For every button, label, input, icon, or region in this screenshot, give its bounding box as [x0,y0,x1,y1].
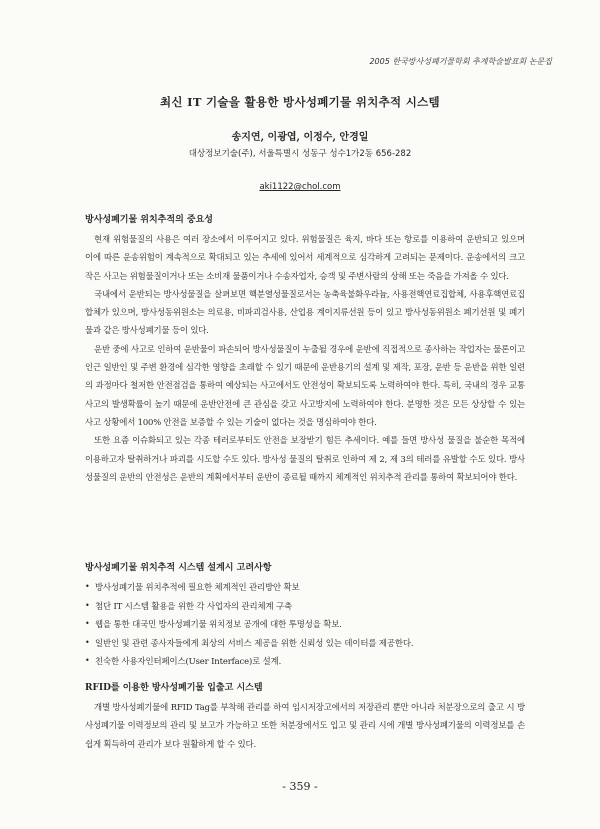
bullet-icon: • [85,619,90,628]
section-design-considerations [85,562,525,671]
bullet-list [85,578,525,671]
bullet-icon: • [85,582,90,591]
list-item [85,597,525,616]
affiliation: 대상정보기술(주), 서울특별시 성동구 성수1가2동 656-282 [188,149,412,159]
list-item-text: 웹을 통한 대국민 방사성폐기물 위치정보 공개에 대한 투명성을 확보. [95,619,342,629]
author-email[interactable]: aki1122@chol.com [259,182,341,192]
section-heading: RFID를 이용한 방사성폐기물 입출고 시스템 [85,683,263,693]
paper-title: 최신 IT 기술을 활용한 방사성폐기물 위치추적 시스템 [160,95,440,109]
section-importance [85,214,525,486]
conference-header: 2005 한국방사성폐기물학회 추계학술발표회 논문집 [369,57,552,66]
page-number: - 359 - [282,780,318,793]
section-heading: 방사성폐기물 위치추적 시스템 설계시 고려사항 [85,563,272,573]
list-item [85,634,525,653]
list-item [85,578,525,597]
bullet-icon: • [85,656,90,665]
paragraph: 개별 방사성폐기물에 RFID Tag를 부착해 관리를 하여 임시저장고에서의 저장관리 뿐만 아니라 처분장으로의 출고 시 방사성폐기물 이력정보의 관리 및 보고가 가능하고 또한 처분장에서도 입고 및 관리 시에 개별 방사성폐기물의 이력정보를 손쉽게 획득하여 관리가 보다 원활하게 할 수 있다. [85,702,525,749]
paragraph: 국내에서 운반되는 방사성물질을 살펴보면 핵분열성물질로서는 농축육불화우라늄, 사용전핵연료집합체, 사용후핵연료집합체가 있으며, 방사성동위원소는 의료용, 비파괴검사용, 산업용 계이지류선원 등이 있고 방사성동위원소 폐기선원 및 폐기물과 같은 방사성폐기물 등이 있다. [85,288,525,336]
paragraph: 현재 위험물질의 사용은 여러 장소에서 이루어지고 있다. 위험물질은 육지, 바다 또는 항로를 이용하여 운반되고 있으며 이에 따른 운송위험이 계속적으로 확대되고 있는 추세에 있어서 세계적으로 심각하게 고려되는 문제이다. 운송에서의 크고 작은 사고는 위험물질이거나 또는 소비재 물품이거나 수송자업자, 승객 및 주변사람의 상해 또는 죽음을 가져올 수 있다. [85,234,525,281]
list-item-text: 친숙한 사용자인터페이스(User Interface)로 설계. [95,656,282,666]
list-item-text: 방사성폐기물 위치추적에 필요한 체계적인 관리방안 확보 [95,582,300,592]
list-item [85,615,525,634]
author-list: 송지연, 이광엽, 이정수, 안경일 [231,132,369,143]
paragraph: 운반 중에 사고로 인하여 운반물이 파손되어 방사성물질이 누출될 경우에 운반에 직접적으로 종사하는 작업자는 물론이고 인근 일반인 및 주변 환경에 심각한 영향을 초래할 수 있기 때문에 운반용기의 설계 및 제작, 포장, 운반 등 운반을 위한 일련의 과정마다 철저한 안전점검을 통하여 예상되는 사고에서도 안전성이 확보되도록 노력하여야 한다. 특히, 국내의 경우 교통사고의 발생확률이 높기 때문에 운반안전에 큰 관심을 갖고 사고방지에 노력하여야 한다. 분명한 것은 모든 상상할 수 있는 사고 상황에서 100% 안전을 보증할 수 있는 기술이 없다는 것을 명심하여야 한다. [85,343,525,427]
list-item-text: 첨단 IT 시스템 활용을 위한 각 사업자의 관리체계 구축 [95,600,292,611]
section-heading: 방사성폐기물 위치추적의 중요성 [85,215,213,225]
section-rfid-system [85,682,525,753]
paragraph: 또한 요즘 이슈화되고 있는 각종 테러로부터도 안전을 보장받기 힘든 추세이다. 예를 들면 방사성 물질을 불순한 목적에 이용하고자 탈취하거나 파괴를 시도할 수도 있다. 방사성 물질의 탈취로 인하여 제 2, 제 3의 테러를 유발할 수도 있다. 방사성물질의 운반의 안전성은 운반의 계획에서부터 운반이 종료될 때까지 체계적인 위치추적 관리를 통하여 확보되어야 한다. [85,435,525,482]
bullet-icon: • [85,637,90,647]
bullet-icon: • [85,600,90,610]
list-item [85,652,525,671]
list-item-text: 일반인 및 관련 종사자들에게 최상의 서비스 제공을 위한 신뢰성 있는 데이터를 제공한다. [95,637,414,648]
